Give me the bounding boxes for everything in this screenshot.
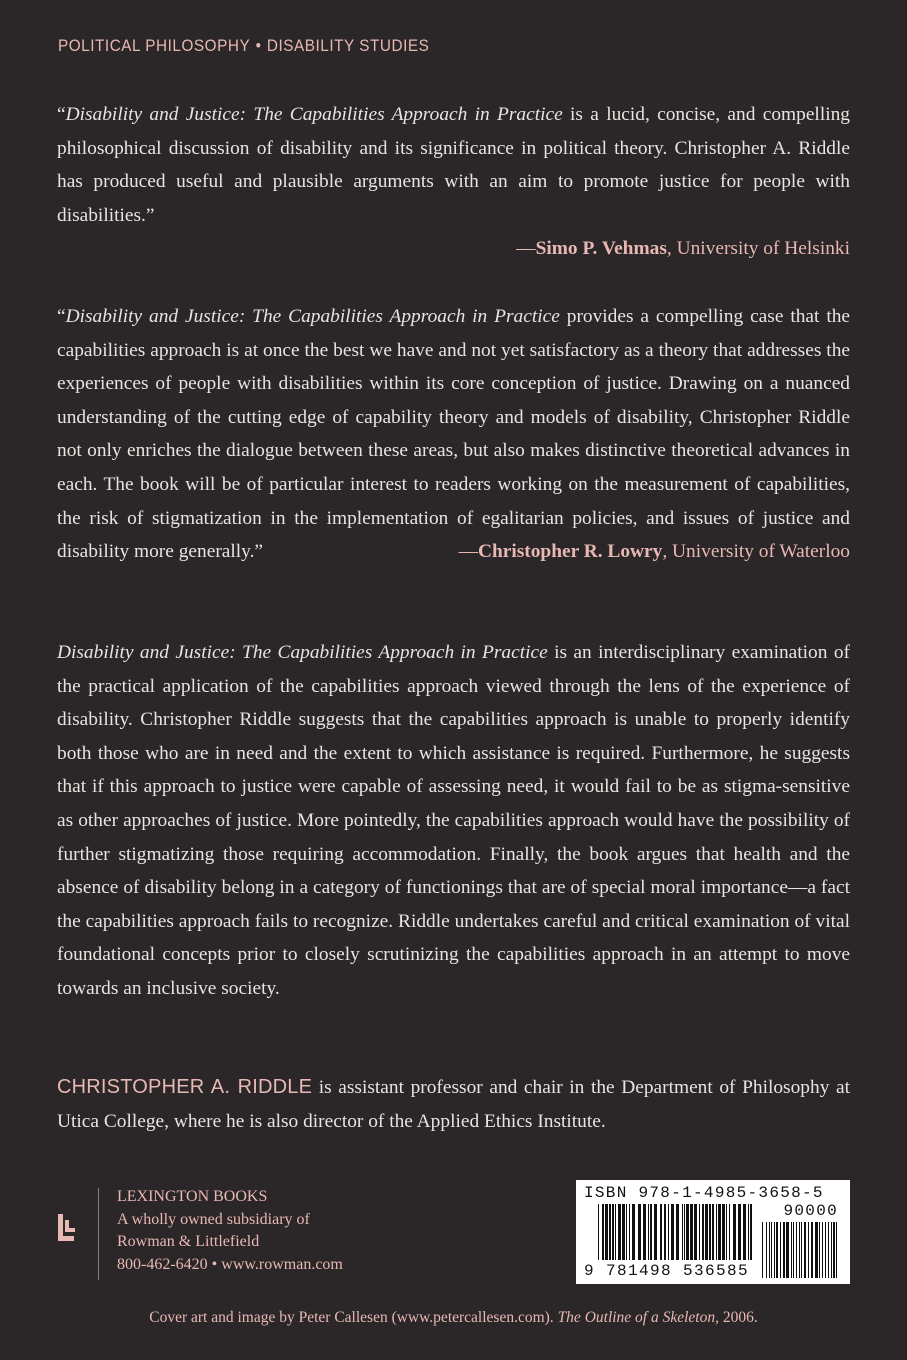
- review-text: is a lucid, concise, and compelling philosophical discussion of disability and its significance in political theory. Christopher A. Riddle has produced useful and plausible arguments with an aim to promote justice for people with disabilities.”: [57, 104, 850, 226]
- book-title: Disability and Justice: The Capabilities Approach in Practice: [65, 306, 560, 327]
- barcode-bar: [682, 1204, 683, 1260]
- barcode-bar: [712, 1204, 714, 1260]
- isbn-label: ISBN 978-1-4985-3658-5: [584, 1184, 824, 1202]
- barcode-bar: [776, 1222, 778, 1278]
- barcode-bar: [716, 1204, 717, 1260]
- barcode-bar: [598, 1204, 599, 1260]
- author-name: CHRISTOPHER A. RIDDLE: [57, 1076, 313, 1098]
- barcode-bar: [629, 1204, 630, 1260]
- publisher-name: LEXINGTON BOOKS: [117, 1188, 268, 1205]
- barcode-bar: [804, 1222, 806, 1278]
- open-quote: “: [57, 306, 66, 327]
- barcode-bar: [699, 1204, 700, 1260]
- barcode-bar: [605, 1204, 608, 1260]
- barcode-bar: [796, 1222, 797, 1278]
- artwork-title: The Outline of a Skeleton: [557, 1309, 716, 1326]
- barcode-bar: [825, 1222, 826, 1278]
- barcode-bar: [748, 1204, 749, 1260]
- barcode-bar: [618, 1204, 621, 1260]
- barcode-bar: [671, 1204, 674, 1260]
- credit-text: Cover art and image by Peter Callesen (www.petercallesen.com).: [149, 1309, 558, 1326]
- barcode-bar: [743, 1204, 746, 1260]
- barcode-bar: [694, 1204, 697, 1260]
- review-lowry: [57, 300, 850, 569]
- category-label: [58, 36, 429, 56]
- cover-credit: [0, 1309, 907, 1327]
- bullet-separator: •: [255, 36, 262, 55]
- barcode-bar: [612, 1204, 614, 1260]
- barcode-bar: [718, 1204, 721, 1260]
- isbn-barcode: [576, 1180, 850, 1284]
- em-dash: —: [516, 238, 536, 260]
- barcode-bar: [602, 1204, 604, 1260]
- price-code: 90000: [783, 1202, 838, 1220]
- reviewer-affiliation: , University of Helsinki: [666, 238, 850, 260]
- barcode-bar: [786, 1222, 789, 1278]
- barcode-bar: [819, 1222, 820, 1278]
- book-title: Disability and Justice: The Capabilities Approach in Practice: [65, 104, 563, 125]
- barcode-bar: [654, 1204, 657, 1260]
- barcode-bar: [801, 1222, 802, 1278]
- barcode-bar: [626, 1204, 627, 1260]
- barcode-bar: [766, 1222, 767, 1278]
- barcode-bar: [660, 1204, 662, 1260]
- barcode-bar: [774, 1222, 775, 1278]
- review-vehmas: [57, 98, 850, 266]
- barcode-bar: [702, 1204, 704, 1260]
- barcode-bar: [822, 1222, 823, 1278]
- author-bio: [57, 1071, 850, 1138]
- barcode-bar: [808, 1222, 809, 1278]
- publisher-info: [117, 1186, 343, 1276]
- review-attribution: [57, 232, 850, 266]
- barcode-bar: [799, 1222, 800, 1278]
- publisher-block: [58, 1186, 343, 1280]
- barcode-bar: [638, 1204, 641, 1260]
- barcode-bar: [609, 1204, 611, 1260]
- barcode-bar: [780, 1222, 781, 1278]
- open-quote: “: [57, 104, 66, 125]
- barcode-bar: [762, 1222, 763, 1278]
- barcode-bar: [783, 1222, 785, 1278]
- barcode-bar: [676, 1204, 679, 1260]
- barcode-bar: [811, 1222, 813, 1278]
- reviewer-name: Simo P. Vehmas: [535, 238, 667, 260]
- category-disability-studies: DISABILITY STUDIES: [266, 36, 430, 55]
- barcode-bar: [791, 1222, 792, 1278]
- barcode-bar: [705, 1204, 708, 1260]
- reviewer-name: Christopher R. Lowry: [477, 541, 663, 563]
- lexington-logo-icon: [58, 1214, 80, 1254]
- publisher-divider: [98, 1188, 99, 1280]
- barcode-bar: [771, 1222, 772, 1278]
- reviewer-affiliation: , University of Waterloo: [662, 541, 850, 563]
- barcode-bar: [615, 1204, 616, 1260]
- barcode-bar: [668, 1204, 669, 1260]
- barcode-bar: [684, 1204, 685, 1260]
- barcode-bar: [831, 1222, 832, 1278]
- barcode-bar: [733, 1204, 736, 1260]
- barcode-bar: [750, 1204, 752, 1260]
- barcode-bar: [769, 1222, 770, 1278]
- barcode-bar: [690, 1204, 693, 1260]
- barcode-bar: [643, 1204, 646, 1260]
- barcode-bar: [815, 1222, 818, 1278]
- barcode-bar: [722, 1204, 725, 1260]
- barcode-bar: [738, 1204, 741, 1260]
- description-text: is an interdisciplinary examination of the practical application of the capabilities approach viewed through the lens of the experience of disability. Christopher Riddle suggests that the capabilities approach is unable to properly identify both those who are in need and the extent to which assistance is required. Furthermore, he suggests that if this approach to justice were capable of assessing need, it would fail to be as stigma-sensitive as other approaches of justice. More pointedly, the capabilities approach would have the possibility of further stigmatizing those requiring accommodation. Finally, the book argues that health and the absence of disability belong in a category of functionings that are of special moral importance—a fact the capabilities approach fails to recognize. Riddle undertakes careful and critical examination of vital foundational concepts prior to closely scrutinizing the capabilities approach in an attempt to move towards an inclusive society.: [57, 642, 850, 999]
- barcode-bar: [726, 1204, 727, 1260]
- barcode-bar: [709, 1204, 711, 1260]
- barcode-bar: [648, 1204, 649, 1260]
- barcode-bar: [793, 1222, 794, 1278]
- review-attribution: [459, 535, 850, 569]
- barcode-bar: [622, 1204, 625, 1260]
- barcode-bar: [686, 1204, 689, 1260]
- barcode-bar: [828, 1222, 829, 1278]
- review-text: provides a compelling case that the capabilities approach is at once the best we have and not yet satisfactory as a theory that addresses the experiences of people with disabilities within its core conception of justice. Drawing on a nuanced understanding of the cutting edge of capability theory and models of disability, Christopher Riddle not only enriches the dialogue between these areas, but also makes distinctive theoretical advances in each. The book will be of particular interest to readers working on the measurement of capabilities, the risk of stigmatization in the implementation of egalitarian policies, and issues of justice and disability more generally.”: [57, 306, 851, 563]
- barcode-bar: [632, 1204, 635, 1260]
- book-description: [57, 636, 850, 1006]
- barcode-bar: [664, 1204, 666, 1260]
- credit-year: , 2006.: [715, 1309, 758, 1326]
- author-bio-text: is assistant professor and chair in the Department of Philosophy at Utica College, where he is also director of the Applied Ethics Institute.: [57, 1077, 850, 1132]
- publisher-subsidiary: A wholly owned subsidiary of: [117, 1210, 310, 1228]
- publisher-parent: Rowman & Littlefield: [117, 1233, 260, 1250]
- em-dash: —: [458, 541, 478, 563]
- publisher-contact: 800-462-6420 • www.rowman.com: [117, 1255, 343, 1273]
- category-political-philosophy: POLITICAL PHILOSOPHY: [58, 36, 251, 55]
- book-title: Disability and Justice: The Capabilities Approach in Practice: [57, 642, 548, 663]
- barcode-bar: [836, 1222, 837, 1278]
- barcode-bar: [729, 1204, 730, 1260]
- barcode-bar: [650, 1204, 652, 1260]
- barcode-bar: [833, 1222, 835, 1278]
- barcode-number: 9 781498 536585: [584, 1262, 750, 1280]
